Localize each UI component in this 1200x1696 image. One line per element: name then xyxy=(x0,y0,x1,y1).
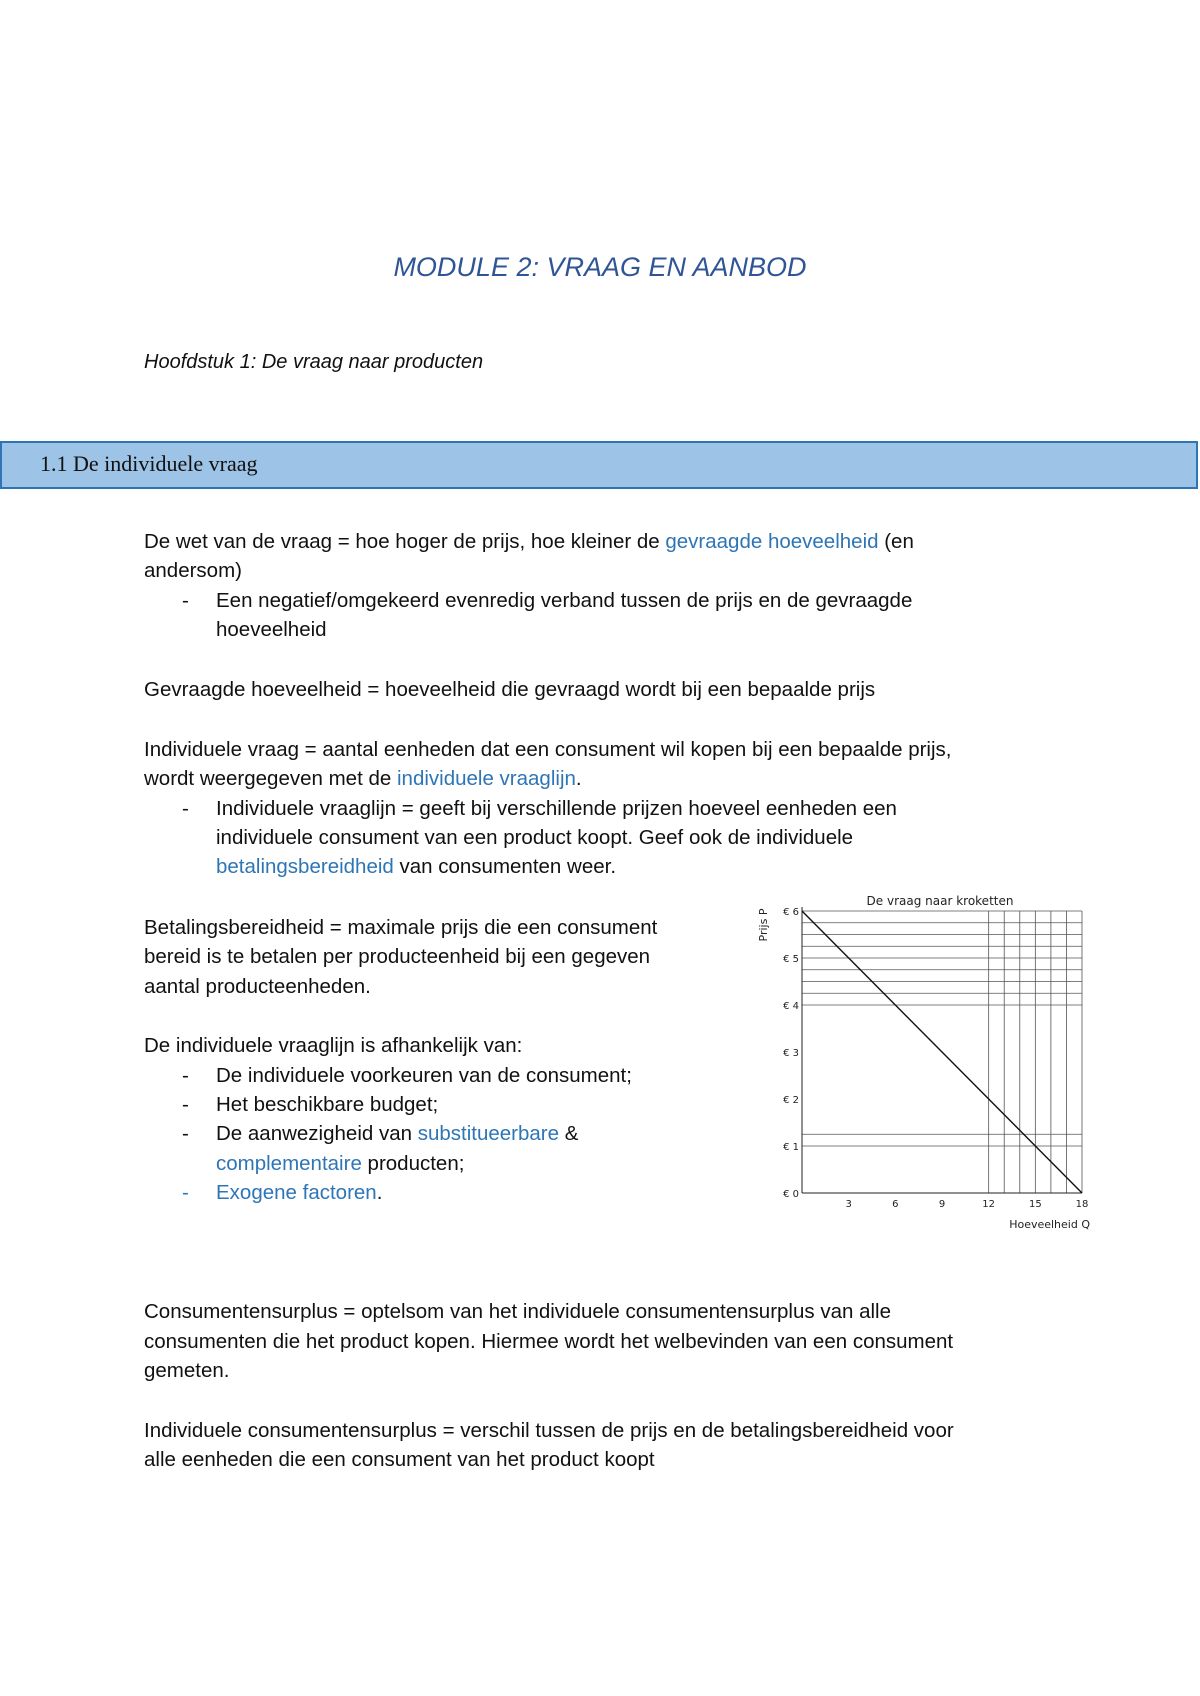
term-substitueerbare: substitueerbare xyxy=(417,1122,560,1145)
chart-y-tick-label: € 3 xyxy=(783,1048,799,1059)
chart-y-tick-label: € 5 xyxy=(783,954,799,965)
bullet-dash: - xyxy=(182,589,189,612)
law-of-demand-line2: andersom) xyxy=(144,559,242,582)
bullet-dash: - xyxy=(182,1064,189,1087)
dependency-item-1: De individuele voorkeuren van de consument; xyxy=(216,1064,632,1087)
chart-x-tick-label: 9 xyxy=(938,1199,946,1210)
document-title: MODULE 2: VRAAG EN AANBOD xyxy=(393,252,807,282)
bullet-dash: - xyxy=(182,797,189,820)
section-heading-bar xyxy=(0,441,1198,489)
chart-y-axis-label: Prijs P xyxy=(757,908,770,942)
law-of-demand-line1: De wet van de vraag = hoe hoger de prijs, hoe kleiner de gevraagde hoeveelheid (en xyxy=(144,530,914,553)
term-individuele-vraaglijn: individuele vraaglijn xyxy=(396,767,576,790)
chart-title: De vraag naar kroketten xyxy=(866,894,1014,908)
bullet-dash: - xyxy=(182,1122,189,1145)
betalingsbereidheid-line2: bereid is te betalen per producteenheid bij een gegeven xyxy=(144,945,651,968)
dependency-item-4: Exogene factoren. xyxy=(216,1181,383,1204)
dependency-item-3-cont: complementaire producten; xyxy=(216,1152,465,1175)
chart-demand-line xyxy=(802,911,1082,1193)
section-heading: 1.1 De individuele vraag xyxy=(40,451,258,476)
chart-y-tick-label: € 2 xyxy=(783,1095,799,1106)
chart-x-tick-label: 18 xyxy=(1075,1199,1089,1210)
demand-chart xyxy=(755,893,1095,1233)
definition-gevraagde-hoeveelheid: Gevraagde hoeveelheid = hoeveelheid die gevraagd wordt bij een bepaalde prijs xyxy=(144,678,876,701)
term-gevraagde-hoeveelheid: gevraagde hoeveelheid xyxy=(665,530,879,553)
consumentensurplus-line2: consumenten die het product kopen. Hiermee wordt het welbevinden van een consument xyxy=(144,1330,954,1353)
dependency-item-3: De aanwezigheid van substitueerbare & xyxy=(216,1122,579,1145)
law-bullet-line1: Een negatief/omgekeerd evenredig verband tussen de prijs en de gevraagde xyxy=(216,589,913,612)
betalingsbereidheid-line1: Betalingsbereidheid = maximale prijs die een consument xyxy=(144,916,658,939)
chart-y-tick-label: € 4 xyxy=(783,1001,799,1012)
chapter-heading: Hoofdstuk 1: De vraag naar producten xyxy=(144,351,484,373)
chart-y-tick-label: € 1 xyxy=(783,1142,799,1153)
individual-demand-line2: wordt weergegeven met de individuele vraaglijn. xyxy=(144,767,582,790)
individual-surplus-line2: alle eenheden die een consument van het product koopt xyxy=(144,1448,655,1471)
dependency-item-2: Het beschikbare budget; xyxy=(216,1093,439,1116)
chart-x-tick-label: 12 xyxy=(982,1199,996,1210)
chart-x-axis-label: Hoeveelheid Q xyxy=(1009,1218,1090,1231)
vraaglijn-bullet-line3: betalingsbereidheid van consumenten weer. xyxy=(216,855,617,878)
chart-y-tick-label: € 0 xyxy=(783,1189,799,1200)
chart-x-tick-label: 6 xyxy=(892,1199,899,1210)
betalingsbereidheid-line3: aantal producteenheden. xyxy=(144,975,371,998)
consumentensurplus-line3: gemeten. xyxy=(144,1359,230,1382)
vraaglijn-bullet-line2: individuele consument van een product koopt. Geef ook de individuele xyxy=(216,826,854,849)
term-exogene-factoren: Exogene factoren xyxy=(216,1181,377,1204)
chart-y-tick-label: € 6 xyxy=(783,907,799,918)
individual-surplus-line1: Individuele consumentensurplus = verschil tussen de prijs en de betalingsbereidheid voor xyxy=(144,1419,954,1442)
vraaglijn-bullet-line1: Individuele vraaglijn = geeft bij verschillende prijzen hoeveel eenheden een xyxy=(216,797,897,820)
chart-x-tick-label: 15 xyxy=(1028,1199,1042,1210)
law-bullet-line2: hoeveelheid xyxy=(216,618,327,641)
vraaglijn-dependencies-intro: De individuele vraaglijn is afhankelijk van: xyxy=(144,1034,523,1057)
bullet-dash: - xyxy=(182,1093,189,1116)
chart-series xyxy=(802,911,1082,1193)
chart-axes xyxy=(783,907,1088,1210)
consumentensurplus-line1: Consumentensurplus = optelsom van het individuele consumentensurplus van alle xyxy=(144,1300,891,1323)
bullet-dash: - xyxy=(182,1181,189,1204)
chart-x-tick-label: 3 xyxy=(845,1199,852,1210)
term-betalingsbereidheid: betalingsbereidheid xyxy=(216,855,394,878)
term-complementaire: complementaire xyxy=(216,1152,362,1175)
individual-demand-line1: Individuele vraag = aantal eenheden dat een consument wil kopen bij een bepaalde prijs, xyxy=(144,738,952,761)
